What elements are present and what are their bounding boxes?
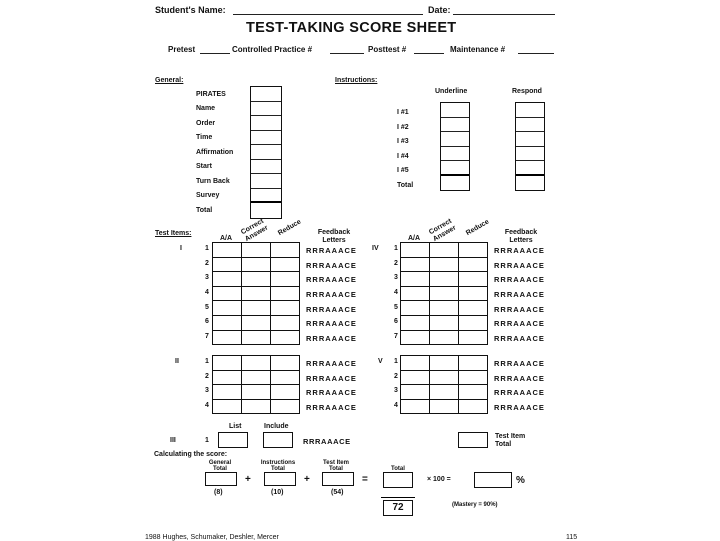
aa-cell[interactable] — [401, 315, 430, 330]
test-item-total-label: Test Item Total — [495, 433, 526, 448]
grand-max-box: 72 — [383, 500, 413, 516]
general-item-survey: Survey — [196, 192, 220, 199]
plus-sign: + — [304, 474, 310, 485]
test-item-total-calc-box[interactable] — [322, 472, 354, 486]
reduce-cell[interactable] — [459, 399, 488, 414]
correct-cell[interactable] — [242, 315, 271, 330]
instruction-item-4: I #4 — [397, 153, 409, 160]
section-label-iii: III — [170, 437, 176, 444]
reduce-cell[interactable] — [271, 356, 300, 371]
correct-answer-header-left: Correct Answer — [240, 217, 270, 244]
row-number: 4 — [394, 402, 398, 409]
correct-cell[interactable] — [242, 286, 271, 301]
correct-cell[interactable] — [430, 399, 459, 414]
reduce-cell[interactable] — [271, 286, 300, 301]
correct-cell[interactable] — [430, 301, 459, 316]
aa-cell[interactable] — [213, 370, 242, 385]
feedback-letters[interactable]: RRRAAACE — [494, 374, 545, 383]
student-name-field[interactable] — [233, 14, 423, 15]
reduce-cell[interactable] — [271, 385, 300, 400]
feedback-letters[interactable]: RRRAAACE — [306, 374, 357, 383]
general-cell[interactable] — [251, 174, 281, 189]
instruction-item-5: I #5 — [397, 167, 409, 174]
calc-label: Calculating the score: — [154, 451, 228, 458]
reduce-cell[interactable] — [459, 272, 488, 287]
correct-cell[interactable] — [242, 257, 271, 272]
feedback-letters-iii[interactable]: RRRAAACE — [303, 437, 351, 446]
general-item-total: Total — [196, 207, 213, 214]
aa-cell[interactable] — [213, 356, 242, 371]
section-iv-grid — [400, 242, 488, 345]
instruction-item-total: Total — [397, 182, 414, 189]
aa-cell[interactable] — [213, 330, 242, 345]
instructions-total-caption: Instructions Total — [260, 460, 296, 472]
page-title: TEST-TAKING SCORE SHEET — [246, 20, 457, 36]
correct-cell[interactable] — [242, 370, 271, 385]
date-field[interactable] — [453, 14, 555, 15]
general-item-time: Time — [196, 134, 213, 141]
equals-sign: = — [362, 474, 368, 485]
test-items-max: (54) — [331, 489, 344, 496]
general-item-turn-back: Turn Back — [196, 178, 230, 185]
respond-cell[interactable] — [516, 103, 544, 118]
feedback-letters[interactable]: RRRAAACE — [306, 334, 357, 343]
general-item-name: Name — [196, 105, 216, 112]
row-number: 7 — [394, 333, 398, 340]
row-number: 2 — [205, 260, 209, 267]
correct-cell[interactable] — [430, 356, 459, 371]
instruction-item-1: I #1 — [397, 109, 409, 116]
feedback-header-left: Feedback Letters — [317, 229, 351, 244]
general-item-start: Start — [196, 163, 212, 170]
feedback-letters[interactable]: RRRAAACE — [306, 359, 357, 368]
feedback-letters[interactable]: RRRAAACE — [494, 246, 545, 255]
list-header: List — [229, 423, 242, 430]
row-number: 5 — [394, 304, 398, 311]
row-number: 1 — [394, 358, 398, 365]
instructions-max: (10) — [271, 489, 284, 496]
correct-cell[interactable] — [430, 257, 459, 272]
reduce-cell[interactable] — [271, 330, 300, 345]
correct-cell[interactable] — [430, 243, 459, 258]
correct-cell[interactable] — [430, 330, 459, 345]
reduce-cell[interactable] — [271, 315, 300, 330]
feedback-letters[interactable]: RRRAAACE — [306, 275, 357, 284]
reduce-cell[interactable] — [271, 301, 300, 316]
row-number: 1 — [394, 245, 398, 252]
general-cell[interactable] — [251, 145, 281, 160]
aa-cell[interactable] — [213, 272, 242, 287]
general-item-order: Order — [196, 120, 216, 127]
aa-cell[interactable] — [401, 370, 430, 385]
general-item-affirmation: Affirmation — [196, 149, 234, 156]
general-label: General: — [155, 77, 184, 84]
reduce-cell[interactable] — [271, 370, 300, 385]
plus-sign: + — [245, 474, 251, 485]
aa-cell[interactable] — [213, 286, 242, 301]
percent-sign: % — [516, 475, 525, 486]
aa-cell[interactable] — [401, 257, 430, 272]
feedback-letters[interactable]: RRRAAACE — [494, 403, 545, 412]
general-cell[interactable] — [251, 116, 281, 131]
copyright-footer: 1988 Hughes, Schumaker, Deshler, Mercer — [145, 534, 279, 541]
section-label-i: I — [180, 245, 182, 252]
row-number: 1 — [205, 245, 209, 252]
correct-cell[interactable] — [430, 286, 459, 301]
underline-cell[interactable] — [441, 118, 469, 133]
row-number: 5 — [205, 304, 209, 311]
aa-cell[interactable] — [213, 301, 242, 316]
general-cell[interactable] — [251, 131, 281, 146]
aa-cell[interactable] — [213, 243, 242, 258]
underline-cell[interactable] — [441, 103, 469, 118]
posttest-field[interactable] — [414, 53, 444, 54]
general-cell[interactable] — [251, 189, 281, 204]
row-number: 2 — [394, 373, 398, 380]
underline-header: Underline — [435, 88, 468, 95]
feedback-letters[interactable]: RRRAAACE — [306, 403, 357, 412]
section-ii-grid — [212, 355, 300, 414]
date-label: Date: — [428, 5, 451, 15]
reduce-cell[interactable] — [459, 356, 488, 371]
row-number: 1 — [205, 437, 209, 444]
reduce-header-left: Reduce — [277, 218, 303, 238]
correct-cell[interactable] — [242, 356, 271, 371]
aa-cell[interactable] — [213, 315, 242, 330]
reduce-cell[interactable] — [459, 315, 488, 330]
reduce-cell[interactable] — [271, 272, 300, 287]
feedback-letters[interactable]: RRRAAACE — [494, 275, 545, 284]
reduce-cell[interactable] — [271, 243, 300, 258]
times-hundred: × 100 = — [427, 476, 451, 483]
row-number: 3 — [205, 274, 209, 281]
reduce-cell[interactable] — [459, 330, 488, 345]
row-number: 4 — [205, 402, 209, 409]
test-item-total-caption: Test Item Total — [323, 460, 349, 472]
feedback-letters[interactable]: RRRAAACE — [306, 305, 357, 314]
row-number: 6 — [394, 318, 398, 325]
underline-cell[interactable] — [441, 161, 469, 176]
reduce-cell[interactable] — [459, 257, 488, 272]
instruction-item-2: I #2 — [397, 124, 409, 131]
feedback-letters[interactable]: RRRAAACE — [494, 261, 545, 270]
aa-cell[interactable] — [213, 257, 242, 272]
correct-cell[interactable] — [242, 272, 271, 287]
underline-total-cell[interactable] — [441, 176, 469, 191]
underline-cell[interactable] — [441, 132, 469, 147]
test-item-total-box[interactable] — [458, 432, 488, 448]
test-items-label: Test Items: — [155, 230, 192, 237]
feedback-letters[interactable]: RRRAAACE — [306, 388, 357, 397]
respond-header: Respond — [512, 88, 542, 95]
underline-column — [440, 102, 470, 191]
row-number: 4 — [205, 289, 209, 296]
aa-cell[interactable] — [401, 385, 430, 400]
general-item-pirates: PIRATES — [196, 91, 226, 98]
respond-cell[interactable] — [516, 161, 544, 176]
aa-cell[interactable] — [401, 243, 430, 258]
aa-cell[interactable] — [401, 301, 430, 316]
reduce-cell[interactable] — [271, 399, 300, 414]
instructions-label: Instructions: — [335, 77, 378, 84]
include-box[interactable] — [263, 432, 293, 448]
correct-cell[interactable] — [430, 370, 459, 385]
feedback-letters[interactable]: RRRAAACE — [494, 359, 545, 368]
reduce-cell[interactable] — [459, 385, 488, 400]
correct-cell[interactable] — [242, 301, 271, 316]
feedback-letters[interactable]: RRRAAACE — [306, 246, 357, 255]
general-max: (8) — [214, 489, 223, 496]
general-score-column — [250, 86, 282, 219]
mastery-note: (Mastery = 90%) — [452, 502, 498, 508]
pretest-label: Pretest — [168, 45, 196, 54]
row-number: 6 — [205, 318, 209, 325]
section-label-iv: IV — [372, 245, 379, 252]
aa-header-right: A/A — [408, 235, 421, 242]
respond-column — [515, 102, 545, 191]
fraction-bar — [381, 497, 415, 498]
page-number: 115 — [566, 534, 578, 541]
feedback-header-right: Feedback Letters — [504, 229, 538, 244]
row-number: 2 — [205, 373, 209, 380]
correct-cell[interactable] — [242, 243, 271, 258]
list-box[interactable] — [218, 432, 248, 448]
correct-cell[interactable] — [242, 330, 271, 345]
total-caption: Total — [391, 466, 405, 472]
reduce-cell[interactable] — [459, 301, 488, 316]
reduce-header-right: Reduce — [465, 218, 491, 238]
respond-cell[interactable] — [516, 132, 544, 147]
controlled-practice-label: Controlled Practice # — [232, 45, 313, 54]
aa-cell[interactable] — [401, 272, 430, 287]
feedback-letters[interactable]: RRRAAACE — [494, 319, 545, 328]
aa-cell[interactable] — [401, 399, 430, 414]
reduce-cell[interactable] — [459, 243, 488, 258]
feedback-letters[interactable]: RRRAAACE — [494, 388, 545, 397]
correct-cell[interactable] — [430, 272, 459, 287]
section-label-ii: II — [175, 358, 179, 365]
row-number: 4 — [394, 289, 398, 296]
row-number: 3 — [394, 387, 398, 394]
posttest-label: Posttest # — [368, 45, 407, 54]
reduce-cell[interactable] — [271, 257, 300, 272]
feedback-letters[interactable]: RRRAAACE — [306, 290, 357, 299]
section-label-v: V — [378, 358, 383, 365]
instruction-item-3: I #3 — [397, 138, 409, 145]
section-v-grid — [400, 355, 488, 414]
maintenance-label: Maintenance # — [450, 45, 506, 54]
row-number: 7 — [205, 333, 209, 340]
correct-cell[interactable] — [430, 315, 459, 330]
section-i-grid — [212, 242, 300, 345]
percent-box[interactable] — [474, 472, 512, 488]
pretest-field[interactable] — [200, 53, 230, 54]
feedback-letters[interactable]: RRRAAACE — [494, 290, 545, 299]
correct-answer-header-right: Correct Answer — [428, 217, 458, 244]
correct-cell[interactable] — [242, 385, 271, 400]
general-cell[interactable] — [251, 160, 281, 175]
student-name-label: Student's Name: — [155, 5, 226, 15]
general-cell[interactable] — [251, 102, 281, 117]
reduce-cell[interactable] — [459, 286, 488, 301]
aa-cell[interactable] — [213, 385, 242, 400]
aa-cell[interactable] — [401, 356, 430, 371]
respond-total-cell[interactable] — [516, 176, 544, 191]
maintenance-field[interactable] — [518, 53, 554, 54]
aa-cell[interactable] — [401, 286, 430, 301]
correct-cell[interactable] — [242, 399, 271, 414]
feedback-letters[interactable]: RRRAAACE — [494, 334, 545, 343]
row-number: 1 — [205, 358, 209, 365]
controlled-practice-field[interactable] — [330, 53, 364, 54]
general-total-caption: General Total — [208, 460, 232, 472]
correct-cell[interactable] — [430, 385, 459, 400]
underline-cell[interactable] — [441, 147, 469, 162]
row-number: 3 — [394, 274, 398, 281]
feedback-letters[interactable]: RRRAAACE — [306, 319, 357, 328]
row-number: 2 — [394, 260, 398, 267]
general-cell[interactable] — [251, 87, 281, 102]
row-number: 3 — [205, 387, 209, 394]
respond-cell[interactable] — [516, 118, 544, 133]
instructions-total-box[interactable] — [264, 472, 296, 486]
feedback-letters[interactable]: RRRAAACE — [494, 305, 545, 314]
aa-cell[interactable] — [213, 399, 242, 414]
general-total-box[interactable] — [205, 472, 237, 486]
aa-header-left: A/A — [220, 235, 233, 242]
respond-cell[interactable] — [516, 147, 544, 162]
aa-cell[interactable] — [401, 330, 430, 345]
grand-total-box[interactable] — [383, 472, 413, 488]
feedback-letters[interactable]: RRRAAACE — [306, 261, 357, 270]
reduce-cell[interactable] — [459, 370, 488, 385]
include-header: Include — [264, 423, 289, 430]
